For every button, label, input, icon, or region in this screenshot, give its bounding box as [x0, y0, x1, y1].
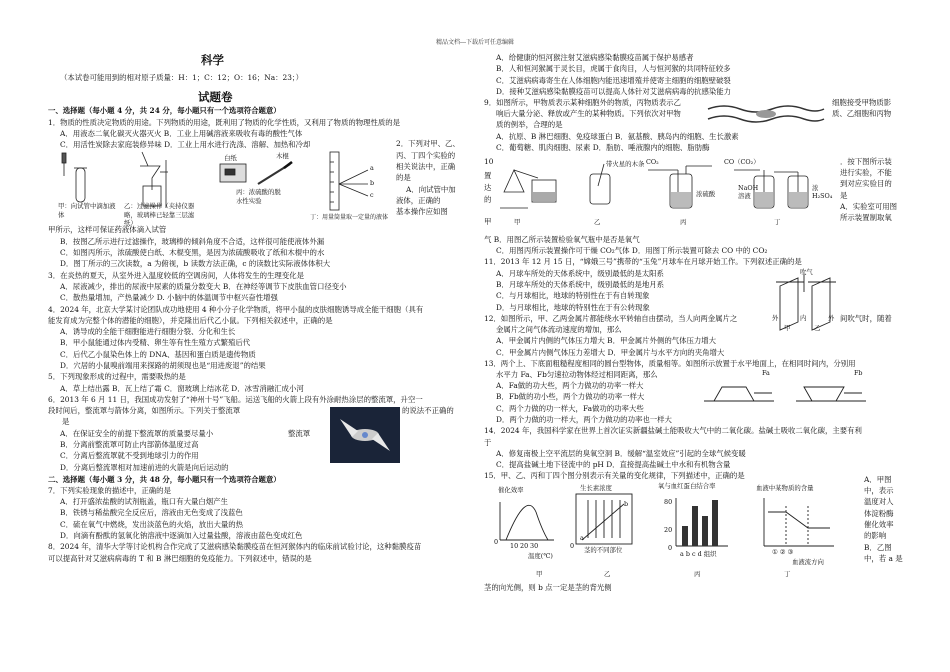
- q12-blow-label: 吹气: [800, 267, 813, 276]
- q9-cell-diagram: [704, 101, 828, 131]
- q1-option-cd: C．用活性炭除去家庭装修异味 D．工业上用水进行洗涤、溶解、加热和冷却: [60, 140, 311, 150]
- exam-subtitle: 试题卷: [198, 90, 233, 105]
- q10-apparatus: [498, 156, 816, 232]
- q15-g1-tick: 10: [510, 541, 519, 550]
- q13-label-fa: Fa: [762, 369, 770, 378]
- q6-option-a: A．在保证安全的前提下整流罩的质量要尽量小: [60, 429, 214, 439]
- q14-option-ab: A．修复南极上空平流层的臭氧空洞 B．缓解“温室效应”引起的全球气候变暖: [496, 448, 746, 458]
- q13-option-d: D．两个力做的功一样大，两个力做功的功率也一样大: [496, 415, 672, 425]
- q6-stem-line2: 段时间后，整流罩与箭体分离，如图所示。下列关于整流罩: [48, 406, 241, 416]
- q9-stem: 9．如图所示，甲物质表示某种细胞外的物质，丙物质表示乙: [484, 98, 681, 108]
- q15-side-line: 中，若 a 是: [864, 553, 903, 563]
- q1-option-ab: A．用液态二氧化碳灭火器灭火 B．工业上用碱溶液来吸收有毒的酸性气体: [60, 128, 303, 138]
- q10-label-yi: 乙: [594, 217, 601, 226]
- q10-naoh-label: NaOH 溶液: [738, 183, 759, 201]
- q15-option-b-cont: 茎的向光侧，则 b 点一定是茎的背光侧: [484, 582, 612, 592]
- q10-left-line: 置: [484, 170, 492, 180]
- q6-block: [48, 405, 468, 462]
- q15-g4-title: 血液中某物质的含量: [756, 483, 814, 492]
- q8-option-c: C．艾滋病病毒寄生在人体细胞内能迅速增殖并使寄主细胞的细胞壁破裂: [496, 75, 731, 85]
- q15-g2-title: 生长素浓度: [580, 483, 612, 492]
- q8-option-a: A．给健康的恒河猴注射艾滋病感染黏膜疫苗属于保护易感者: [496, 53, 694, 62]
- dropper-test-tube-drawing: [62, 153, 87, 202]
- q4-option-d: D．穴居的小鼠嗅前端用来探路的胡须现也是“用进废退”的结果: [60, 361, 266, 371]
- q10-side-line: 到对应实验目的: [840, 179, 892, 189]
- q4-option-a: A．诱导成的全能干细胞能进行细胞分裂、分化和生长: [60, 327, 236, 337]
- q2-label-b: b: [370, 179, 375, 188]
- q14-option-cd: C．提高盐碱土地下径流中的 pH D．直接提高盐碱土中水和有机物含量: [496, 460, 731, 470]
- q10-side-line: 是: [840, 190, 848, 200]
- q10-block: [484, 154, 906, 234]
- q12-stem-line2: 金属片之间气体流动速度的增加，那么: [496, 324, 622, 334]
- q7-option-d: D．向滴有酚酞的氢氧化钠溶液中逐滴加入过量盐酸，溶液由蓝色变成红色: [60, 531, 303, 541]
- q11-stem: 11．2013 年 12 月 15 日，“嫦娥三号”携带的“玉兔”月球车在月球开始工作。下列叙述正确的是: [484, 257, 802, 267]
- q8-option-d: D．接种艾滋病感染黏膜疫苗可以提高人体针对艾滋病病毒的抗感染能力: [496, 86, 732, 96]
- q7-stem: 7．下列实验现象的描述中，正确的是: [48, 485, 171, 495]
- q15-g3-xlabel: a b c d 组织: [680, 549, 717, 558]
- fairing-illustration: [330, 407, 400, 463]
- q2-caption-jia: 甲：向试管中滴加液体: [58, 202, 116, 219]
- graduated-cylinder-drawing: [330, 152, 368, 210]
- q5-stem: 5．下列现象形成的过程中，需要吸热的是: [48, 372, 186, 382]
- q2-side-line: 2．下列对甲、乙、: [396, 139, 460, 149]
- q13-block: [484, 369, 906, 425]
- q11-option-c: C．与月球相比，地球的特别性在于有自转现象: [496, 290, 650, 300]
- q11-option-a: A．月球车所处的天体系统中，级别最低的是太阳系: [496, 268, 664, 278]
- q15-side-line: 体淀粉酶: [864, 508, 894, 518]
- funnel-beaker-drawing: [140, 152, 168, 208]
- q15-caption-ding: 丁: [784, 569, 791, 578]
- q2-side-line: A．向试管中加: [406, 184, 456, 194]
- q2-caption-yi: 乙：过滤操作（夹持仪器略，玻璃棒已轻靠三层滤纸）: [124, 202, 195, 228]
- q15-g1-xlabel: 温度(℃): [528, 551, 553, 560]
- q9-stem-right: 细胞接受甲物质影: [832, 98, 892, 108]
- q12-label-yi: 乙: [814, 323, 821, 332]
- q15-stem: 15．甲、乙、丙和丁四个图分别表示有关量的变化规律，下列描述中，正确的是: [484, 471, 745, 481]
- q10-side-line: 所示装置制取氧: [840, 213, 892, 223]
- q15-g3-80: 80: [664, 497, 673, 506]
- q2-label-c: c: [370, 191, 374, 200]
- q10-left-line: 达: [484, 182, 492, 192]
- q14-stem-line2: 于: [484, 437, 492, 447]
- q8-stem: 8．2024 年，清华大学等讨论机构合作完成了艾滋病感染黏膜疫苗在恒河猴体内的临床前试验讨论，这种黏膜疫苗: [48, 542, 422, 552]
- exam-title: 科学: [201, 53, 224, 67]
- q10-side-line: ．按下图所示装: [840, 156, 892, 166]
- q15-side-line: B．乙图: [864, 542, 892, 552]
- q10-number: 10: [484, 156, 494, 166]
- q15-caption-bing: 丙: [694, 569, 701, 578]
- q15-caption-jia: 甲: [536, 569, 543, 578]
- q15-g4-nums: ① ② ③: [772, 547, 794, 556]
- q10-co2-label: CO₂: [646, 157, 659, 166]
- q15-side-line: 中，表示: [864, 486, 894, 496]
- q9-stem-line2: 响后大量分泌、释放或产生的某种物质。下列依次对甲物: [496, 109, 681, 119]
- q15-g4-xlabel: 血液流方向: [792, 557, 824, 566]
- q12-option-ab: A．甲金属片内侧的气体压力增大 B．甲金属片外侧的气体压力增大: [496, 335, 717, 345]
- q11-option-b: B．月球车所处的天体系统中，级别最低的是地月系: [496, 279, 665, 289]
- q12-stem-right: 间吹气时，随着: [840, 313, 892, 323]
- q13-stem-line2: 水平力 Fa、Fb匀速拉动物体经过相同距离，那么: [496, 370, 658, 380]
- q3-option-ab: A．尿液减少，排出的尿液中尿素的质量分数变大 B．在神经等调节下皮肤血管口径变小: [60, 281, 347, 291]
- q2-stick-label: 木棍: [276, 152, 289, 161]
- q2-caption-ding: 丁：用量筒量取一定量的液体: [310, 214, 389, 222]
- q4-stem-line2: 能发育成为完整个体的潜能的细胞），并克隆出后代乙小鼠。下列相关叙述中，正确的是: [48, 315, 333, 325]
- q2-side-line: 相关说法中，正确: [396, 162, 456, 172]
- q6-fairing-label: 整流罩: [288, 429, 311, 439]
- q6-stem: 6．2013 年 6 月 11 日，我国成功发射了“神州十号”飞船。运送飞船的火箭上段有外涂耐热涂层的整流罩，升空一: [48, 394, 423, 404]
- section-1-heading: 一、选择题（每小题 4 分，共 24 分，每小题只有一个选项符合题意）: [48, 106, 281, 116]
- q10-label-bing: 丙: [680, 217, 687, 226]
- q15-g2-zero: 0: [570, 541, 575, 550]
- q13-option-a: A．Fa做的功大些，两个力做功的功率一样大: [496, 381, 644, 391]
- q8-stem-line2: 可以提高针对艾滋病病毒的 T 和 B 淋巴细胞的免疫能力。下列叙述中，错误的是: [48, 553, 312, 563]
- q15-side-line: A．甲图: [864, 474, 892, 484]
- q4-option-b: B．甲小鼠能通过体内受精、卵生等有性生殖方式繁殖后代: [60, 338, 251, 348]
- atomic-mass-note: （本试卷可能用到的相对原子质量：H：1；C：12；O：16；Na：23；）: [60, 73, 304, 82]
- page-header: 精品文档---下载后可任意编辑: [435, 39, 515, 46]
- q13-option-c: C．两个力做的功一样大，Fa做功的功率大些: [496, 404, 644, 414]
- q3-stem: 3．在炎热的夏天，从室外进入温度较低的空调房间，人体将发生的生理变化是: [48, 270, 304, 280]
- q6-option-d: D．分离后整流罩相对加速前进的火箭是向后运动的: [60, 463, 229, 473]
- q10-option-cd: C．用图丙所示装置操作可干燥 CO₂气体 D．用图丁所示装置可除去 CO 中的 CO₂: [496, 246, 768, 256]
- q6-option-b: B．分离前整流罩可防止内部箭体温度过高: [60, 440, 199, 450]
- q10-option-b: 气 B．用图乙所示装置检验氧气瓶中是否是氧气: [484, 234, 640, 244]
- q2-side-text: [396, 138, 460, 217]
- q6-stem-line3: 是: [62, 417, 70, 427]
- q4-option-c: C．后代乙小鼠染色体上的 DNA、基因和蛋白质是遗传物质: [60, 349, 256, 359]
- q13-option-b: B．Fb做的功小些，两个力做功的功率一样大: [496, 392, 645, 402]
- q13-label-fb: Fb: [854, 369, 863, 378]
- q7-option-a: A．打开盛浓盐酸的试剂瓶盖，瓶口有大量白烟产生: [60, 497, 228, 507]
- q10-left-line: 的: [484, 194, 492, 204]
- q2-side-line: 基本操作应如图: [396, 207, 448, 217]
- left-column: [48, 52, 468, 564]
- q10-h2so4-label: 浓 H₂SO₄: [812, 183, 833, 201]
- q9-stem-line3: 质的例举，合理的是: [496, 120, 563, 130]
- q7-option-c: C．硫在氧气中燃烧，发出淡蓝色的火焰，放出大量的热: [60, 519, 244, 529]
- q1-stem: 1．物质的性质决定物质的用途。下列物质的用途，既利用了物质的化学性质，又利用了物质的物理性质的是: [48, 117, 401, 127]
- q15-g1-title: 催化效率: [498, 485, 524, 494]
- q6-stem-line2b: 的说法不正确的: [402, 406, 454, 416]
- section-2-heading: 二、选择题（每小题 3 分，共 48 分，每小题只有一个选项符合题意）: [48, 474, 281, 484]
- q15-g1-tick: 30: [530, 541, 539, 550]
- q2-side-line: 的是: [396, 173, 411, 183]
- q2-option-d: D．图丁所示的三次读数，a 为俯视，b 读数方法正确，c 的读数比实际液体体积大: [60, 259, 331, 269]
- q8-option-b: B．人和恒河猴属于灵长目，虎属于食肉目，人与恒河猴的共同特征较多: [496, 64, 731, 74]
- q10-label-jia: 甲: [514, 217, 521, 226]
- q13-stem: 13．两个上、下底面粗糙程度相同的圆台型物体，质量相等。如图所示放置于水平地面上，在相同时间内，分别用: [484, 358, 856, 368]
- q2-option-a-cont: 甲所示，这样可保证药液体滴入试管: [48, 225, 167, 235]
- q11-q12-block: [484, 268, 906, 347]
- q2-paper-label: 白纸: [224, 154, 237, 163]
- q13-frustum-diagram: [700, 373, 870, 405]
- q15-g3-zero: 0: [668, 543, 673, 552]
- q7-option-b: B．铁锈与稀盐酸完全反应后，溶液由无色变成了浅蓝色: [60, 508, 243, 518]
- q11-option-d: D．与月球相比，地球的特别性在于有公转现象: [496, 302, 650, 312]
- q15-g3-20: 20: [664, 525, 673, 534]
- q14-stem: 14．2024 年，我国科学家在世界上首次证实新疆盐碱土能吸收大气中的二氧化碳。盐碱土吸收二氧化碳，主要有利: [484, 426, 862, 436]
- q10-sulfuric-acid-label: 浓硫酸: [696, 189, 716, 198]
- q15-g3-title: 氧与血红蛋白结合率: [658, 481, 716, 490]
- q3-option-cd: C．散热量增加，产热量减少 D. 小脑中的体温调节中枢兴奋性增强: [60, 293, 278, 303]
- q10-side-text: [840, 156, 897, 224]
- q12-stem: 12．如图所示，甲、乙两金属片都能绕水平转轴自由摆动，当人向两金属片之: [484, 313, 738, 323]
- q15-side-text: [864, 474, 903, 564]
- q4-stem: 4．2024 年，北京大学某讨论团队成功地使用 4 种小分子化学物质，将甲小鼠的皮肤细胞诱导成全能干细胞（具有: [48, 304, 424, 314]
- q15-caption-yi: 乙: [604, 569, 611, 578]
- paper-stick-drawing: [220, 162, 292, 184]
- q6-option-c: C．分离后整流罩就不受到地球引力的作用: [60, 451, 199, 461]
- q15-g2-b: b: [624, 499, 629, 508]
- q10-label-ding: 丁: [774, 217, 781, 226]
- q15-g2-xlabel: 茎的不同部位: [584, 545, 623, 554]
- q10-left-line: 甲: [484, 216, 492, 226]
- q10-co-label: CO（CO₂）: [724, 157, 760, 166]
- q15-side-line: 的影响: [864, 531, 887, 541]
- q12-metal-sheets: [774, 272, 840, 332]
- q2-option-c: C．如图丙所示，浓硫酸使白纸、木棍变黑，是因为浓硫酸吸收了纸和木棍中的水: [60, 248, 325, 258]
- q12-label-wai2: 外: [828, 313, 835, 322]
- q2-side-line: 丙、丁四个实验的: [396, 150, 456, 160]
- q15-side-line: 温度对人: [864, 497, 894, 507]
- q9-option-cd: C．葡萄糖、肌肉细胞、尿素 D．脂肪、唾液腺内的细胞、脂肪酶: [496, 143, 710, 153]
- q12-option-cd: C．甲金属片内侧气体压力差增大 D．甲金属片与水平方向的夹角增大: [496, 347, 725, 357]
- q10-side-line: A．实验室可用图: [840, 201, 898, 211]
- q10-side-line: 进行实验，不能: [840, 168, 892, 178]
- q2-label-a: a: [370, 164, 374, 173]
- q2-caption-bing: 丙：浓硫酸的脱水性实验: [236, 188, 281, 205]
- q15-g2-a: a: [580, 533, 584, 542]
- q2-option-b: B．按图乙所示进行过滤操作，玻璃棒的倾斜角度不合适，这样很可能使液体外漏: [60, 236, 325, 246]
- q15-g1-zero: 0: [494, 537, 499, 546]
- q9-stem-line2-right: 质、乙细胞和丙物: [832, 109, 892, 119]
- q12-label-nei: 内: [800, 313, 807, 322]
- q2-side-line: 液体，正确的: [396, 195, 441, 205]
- q12-label-wai1: 外: [772, 313, 779, 322]
- q5-options: A．草上结出露 B．瓦上结了霜 C．窗玻璃上结冰花 D．冰雪消融汇成小河: [60, 383, 304, 393]
- q10-glowing-splint-label: 带火星的木条: [606, 159, 645, 168]
- q15-g1-tick: 20: [520, 541, 529, 550]
- q9-option-ab: A．抗原、B 淋巴细胞、免疫球蛋白 B．氨基酸、胰岛内的细胞、生长激素: [496, 132, 739, 142]
- q12-label-jia: 甲: [784, 323, 791, 332]
- right-column: [484, 52, 906, 593]
- q15-side-line: 催化效率: [864, 519, 894, 529]
- q9-block: [484, 97, 906, 131]
